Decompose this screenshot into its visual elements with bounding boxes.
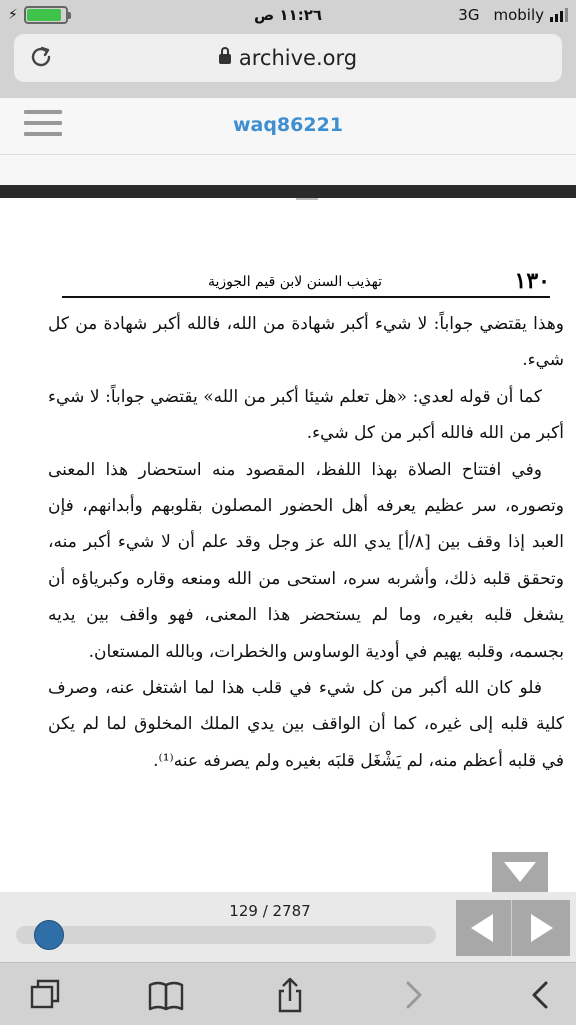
site-nav-bar (0, 98, 576, 155)
signal-icon (550, 8, 568, 22)
running-head: تهذيب السنن لابن قيم الجوزية (208, 274, 383, 290)
address-bar[interactable] (14, 34, 562, 82)
status-bar (0, 0, 576, 32)
share-icon[interactable] (270, 975, 310, 1015)
status-time: ١١:٢٦ ص (253, 6, 323, 24)
next-page-button[interactable] (513, 900, 570, 956)
forward-icon[interactable] (394, 975, 434, 1015)
paragraph: وهذا يقتضي جواباً: لا شيء أكبر شهادة من الله، فالله أكبر شهادة من كل شيء. (48, 314, 564, 371)
nav-spacer (0, 155, 576, 185)
bookmarks-icon[interactable] (146, 975, 186, 1015)
network-type: 3G (458, 6, 480, 24)
paragraph: كما أن قوله لعدي: «هل تعلم شيئا أكبر من الله» يقتضي جواباً: لا شيء أكبر من الله فالله أكبر من كل شيء. (48, 386, 564, 444)
page-number: ١٣٠ (514, 268, 550, 294)
back-icon[interactable] (520, 975, 560, 1015)
prev-page-button[interactable] (456, 900, 512, 956)
tabs-icon[interactable] (26, 975, 66, 1015)
book-page (0, 198, 576, 892)
page-nav-arrows (456, 900, 570, 956)
viewer-top-bar (0, 185, 576, 198)
page-header (62, 268, 550, 298)
slider-knob[interactable] (34, 920, 64, 950)
page-mark (296, 198, 318, 200)
url-field[interactable] (14, 46, 562, 70)
lock-icon (219, 54, 231, 64)
browser-toolbar (0, 962, 576, 1025)
page-text (48, 306, 564, 779)
carrier-group (493, 6, 568, 24)
carrier-name: mobily (493, 6, 544, 24)
paragraph: فلو كان الله أكبر من كل شيء في قلب هذا لما اشتغل عنه، وصرف كلية قلبه إلى غيره، كما أن الواقف بين يدي الملك المخلوق لما لم يكن في قلبه أعظم منه، لم يَشْغَل قلبَه بغيره ولم يصرفه عنه⁽¹⁾. (48, 678, 564, 771)
item-title[interactable]: waq86221 (232, 114, 344, 136)
scroll-down-button[interactable] (492, 852, 548, 892)
page-slider[interactable] (16, 926, 436, 944)
paragraph: وفي افتتاح الصلاة بهذا اللفظ، المقصود منه استحضار هذا المعنى وتصوره، سر عظيم يعرفه أهل الحضور المصلون بقلوبهم وأبدانهم، فإن العبد إذا وقف بين [٨/أ] يدي الله عز وجل وقد علم أن لا شيء أكبر منه، وتحقق قلبه ذلك، وأشربه سره، استحى من الله ومنعه وقاره وكبرياؤه أن يشغل قلبه بغيره، وما لم يستحضر هذا المعنى، فهو واقف بين يديه بجسمه، وقلبه يهيم في أودية الوساوس والخطرات، وبالله المستعان. (48, 459, 564, 662)
address-bar-area (0, 32, 576, 98)
url-text: archive.org (238, 46, 358, 70)
page-counter: 129 / 2787 (229, 902, 311, 920)
status-right (458, 6, 568, 24)
bolt-icon: ⚡ (8, 7, 18, 23)
